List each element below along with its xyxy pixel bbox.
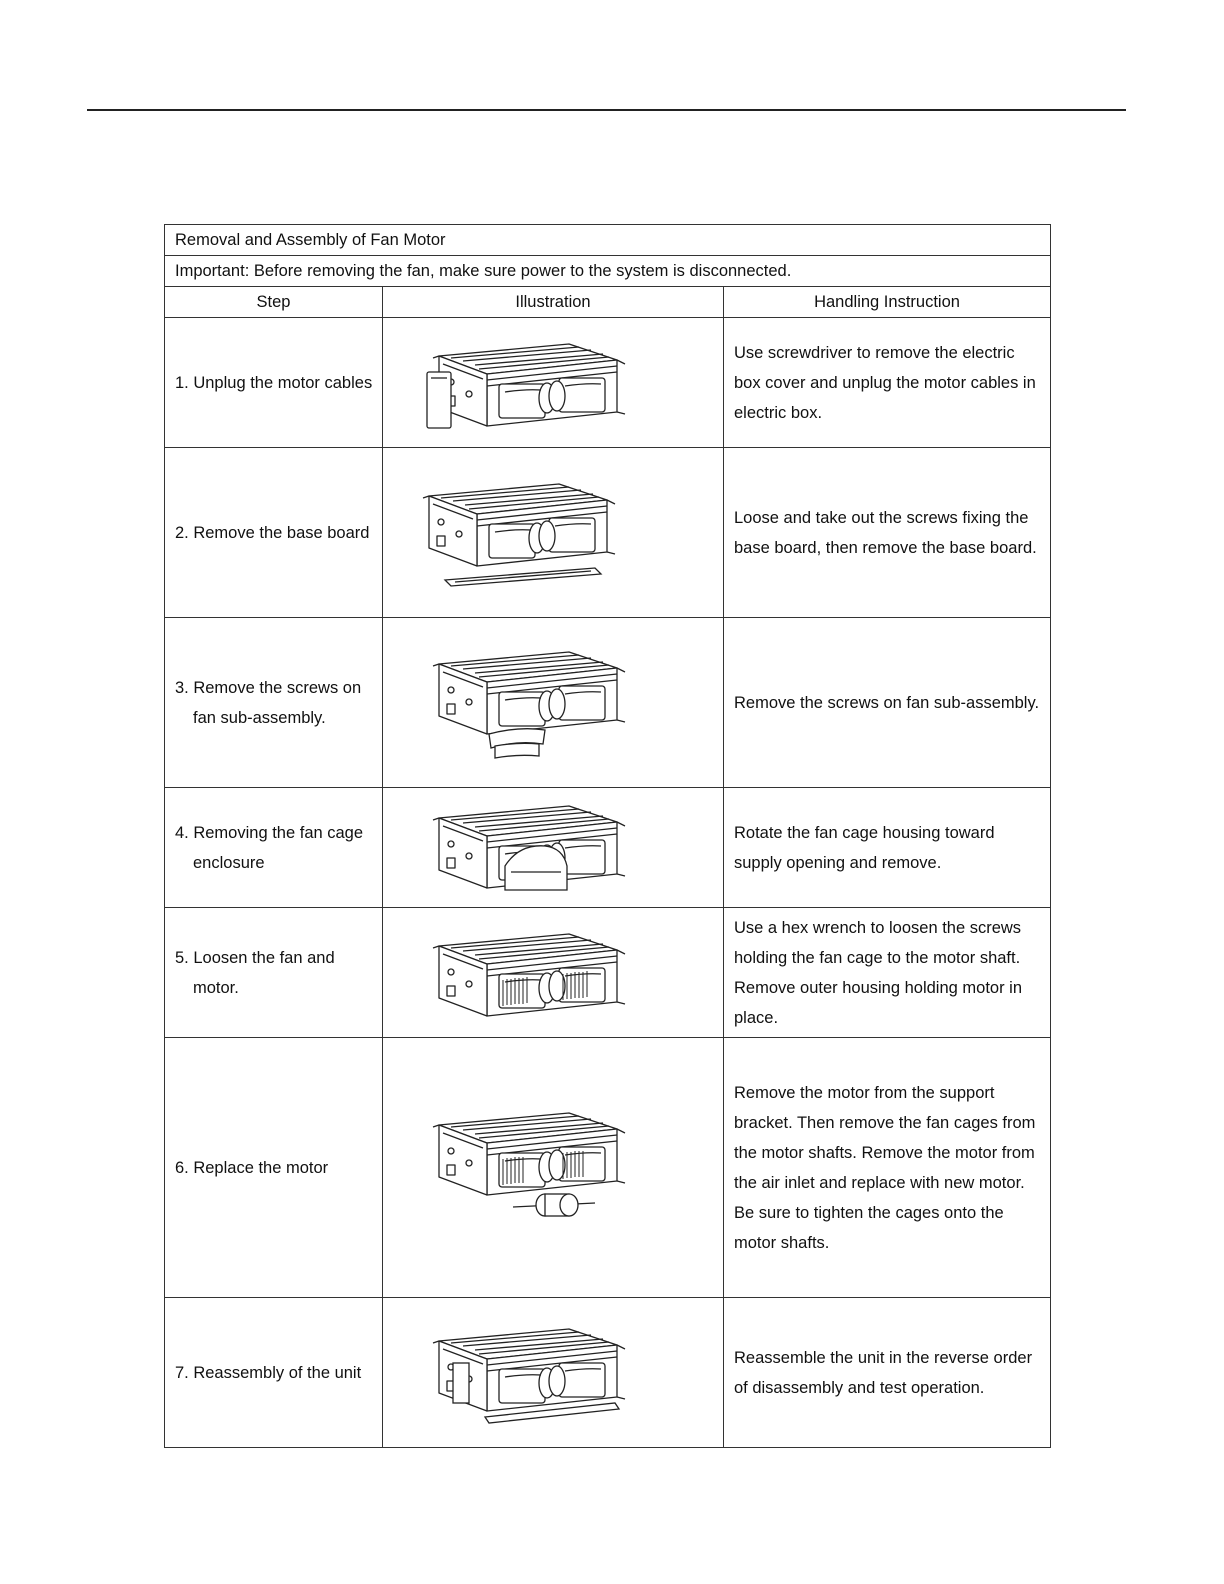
table-row: [165, 448, 1051, 618]
unit-electric-box-illustration: [405, 328, 645, 438]
column-header-illustration: Illustration: [383, 287, 724, 318]
table-row: [165, 318, 1051, 448]
step-label: 5. Loosen the fan and motor.: [175, 948, 335, 997]
table-title: Removal and Assembly of Fan Motor: [165, 225, 1051, 256]
unit-fan-motor-loosen-illustration: [405, 918, 645, 1028]
step-label: 4. Removing the fan cage enclosure: [175, 823, 364, 872]
table-row: [165, 908, 1051, 1038]
instruction-text: Loose and take out the screws fixing the base board, then remove the base board.: [724, 448, 1051, 618]
instruction-text: Remove the motor from the support bracket. Then remove the fan cages from the motor shafts. Remove the motor from the air inlet and replace with new motor. Be sure to tighten the cages onto the motor shafts.: [724, 1038, 1051, 1298]
step-label: 1. Unplug the motor cables: [175, 373, 373, 392]
table-row: [165, 1298, 1051, 1448]
step-label: 2. Remove the base board: [175, 523, 370, 542]
instruction-text: Rotate the fan cage housing toward supply opening and remove.: [724, 788, 1051, 908]
instruction-text: Remove the screws on fan sub-assembly.: [724, 618, 1051, 788]
step-label: 7. Reassembly of the unit: [175, 1363, 362, 1382]
step-label: 3. Remove the screws on fan sub-assembly.: [175, 678, 362, 727]
unit-base-board-illustration: [405, 468, 645, 598]
instruction-text: Reassemble the unit in the reverse order of disassembly and test operation.: [724, 1298, 1051, 1448]
safety-notice: Important: Before removing the fan, make sure power to the system is disconnected.: [165, 256, 1051, 287]
unit-fan-cage-illustration: [405, 796, 645, 900]
instruction-text: Use screwdriver to remove the electric box cover and unplug the motor cables in electric box.: [724, 318, 1051, 448]
header-rule: [87, 109, 1126, 111]
step-label: 6. Replace the motor: [175, 1158, 329, 1177]
table-row: [165, 618, 1051, 788]
table-row: [165, 788, 1051, 908]
unit-reassembled-illustration: [405, 1313, 645, 1433]
column-header-step: Step: [165, 287, 383, 318]
unit-fan-subassembly-illustration: [405, 638, 645, 768]
unit-replace-motor-illustration: [405, 1103, 645, 1233]
procedure-table: [164, 224, 1051, 1448]
instruction-text: Use a hex wrench to loosen the screws holding the fan cage to the motor shaft. Remove outer housing holding motor in place.: [724, 908, 1051, 1038]
table-row: [165, 1038, 1051, 1298]
column-header-instruction: Handling Instruction: [724, 287, 1051, 318]
